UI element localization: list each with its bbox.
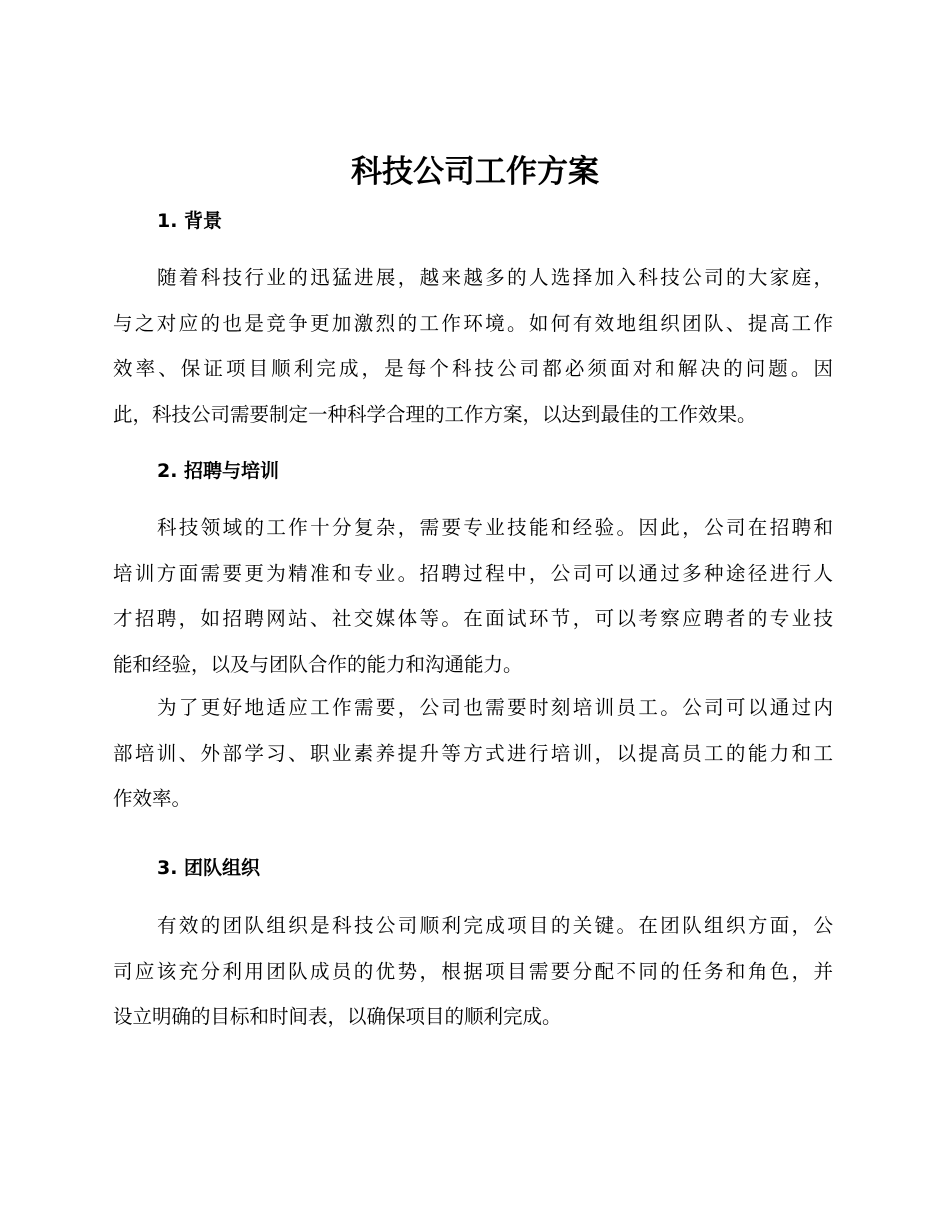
paragraph-line: 能和经验，以及与团队合作的能力和沟通能力。 [113, 652, 523, 676]
section-heading-recruitment-training: 2. 招聘与培训 [157, 460, 280, 482]
paragraph-line: 随着科技行业的迅猛进展，越来越多的人选择加入科技公司的大家庭， [157, 266, 833, 289]
paragraph-recruitment [113, 505, 833, 687]
paragraph-line: 培训方面需要更为精准和专业。招聘过程中，公司可以通过多种途径进行人 [113, 561, 833, 585]
paragraph-team-organization [113, 903, 833, 1040]
document-title: 科技公司工作方案 [351, 154, 599, 190]
paragraph-line: 为了更好地适应工作需要，公司也需要时刻培训员工。公司可以通过内 [157, 696, 833, 719]
section-heading-team-organization: 3. 团队组织 [157, 857, 261, 879]
paragraph-line: 与之对应的也是竞争更加激烈的工作环境。如何有效地组织团队、提高工作 [113, 311, 833, 335]
paragraph-line: 效率、保证项目顺利完成，是每个科技公司都必须面对和解决的问题。因 [113, 357, 833, 380]
paragraph-line: 科技领域的工作十分复杂，需要专业技能和经验。因此，公司在招聘和 [157, 516, 833, 539]
paragraph-training [113, 685, 833, 822]
paragraph-background [113, 255, 833, 437]
paragraph-line: 有效的团队组织是科技公司顺利完成项目的关键。在团队组织方面，公 [157, 914, 833, 937]
paragraph-line: 部培训、外部学习、职业素养提升等方式进行培训，以提高员工的能力和工 [113, 741, 833, 765]
paragraph-line: 设立明确的目标和时间表，以确保项目的顺利完成。 [113, 1005, 562, 1028]
paragraph-line: 司应该充分利用团队成员的优势，根据项目需要分配不同的任务和角色，并 [113, 959, 833, 983]
paragraph-line: 才招聘，如招聘网站、社交媒体等。在面试环节，可以考察应聘者的专业技 [113, 607, 833, 630]
section-heading-background: 1. 背景 [157, 210, 223, 232]
paragraph-line: 此，科技公司需要制定一种科学合理的工作方案，以达到最佳的工作效果。 [113, 402, 757, 426]
paragraph-line: 作效率。 [113, 787, 192, 810]
